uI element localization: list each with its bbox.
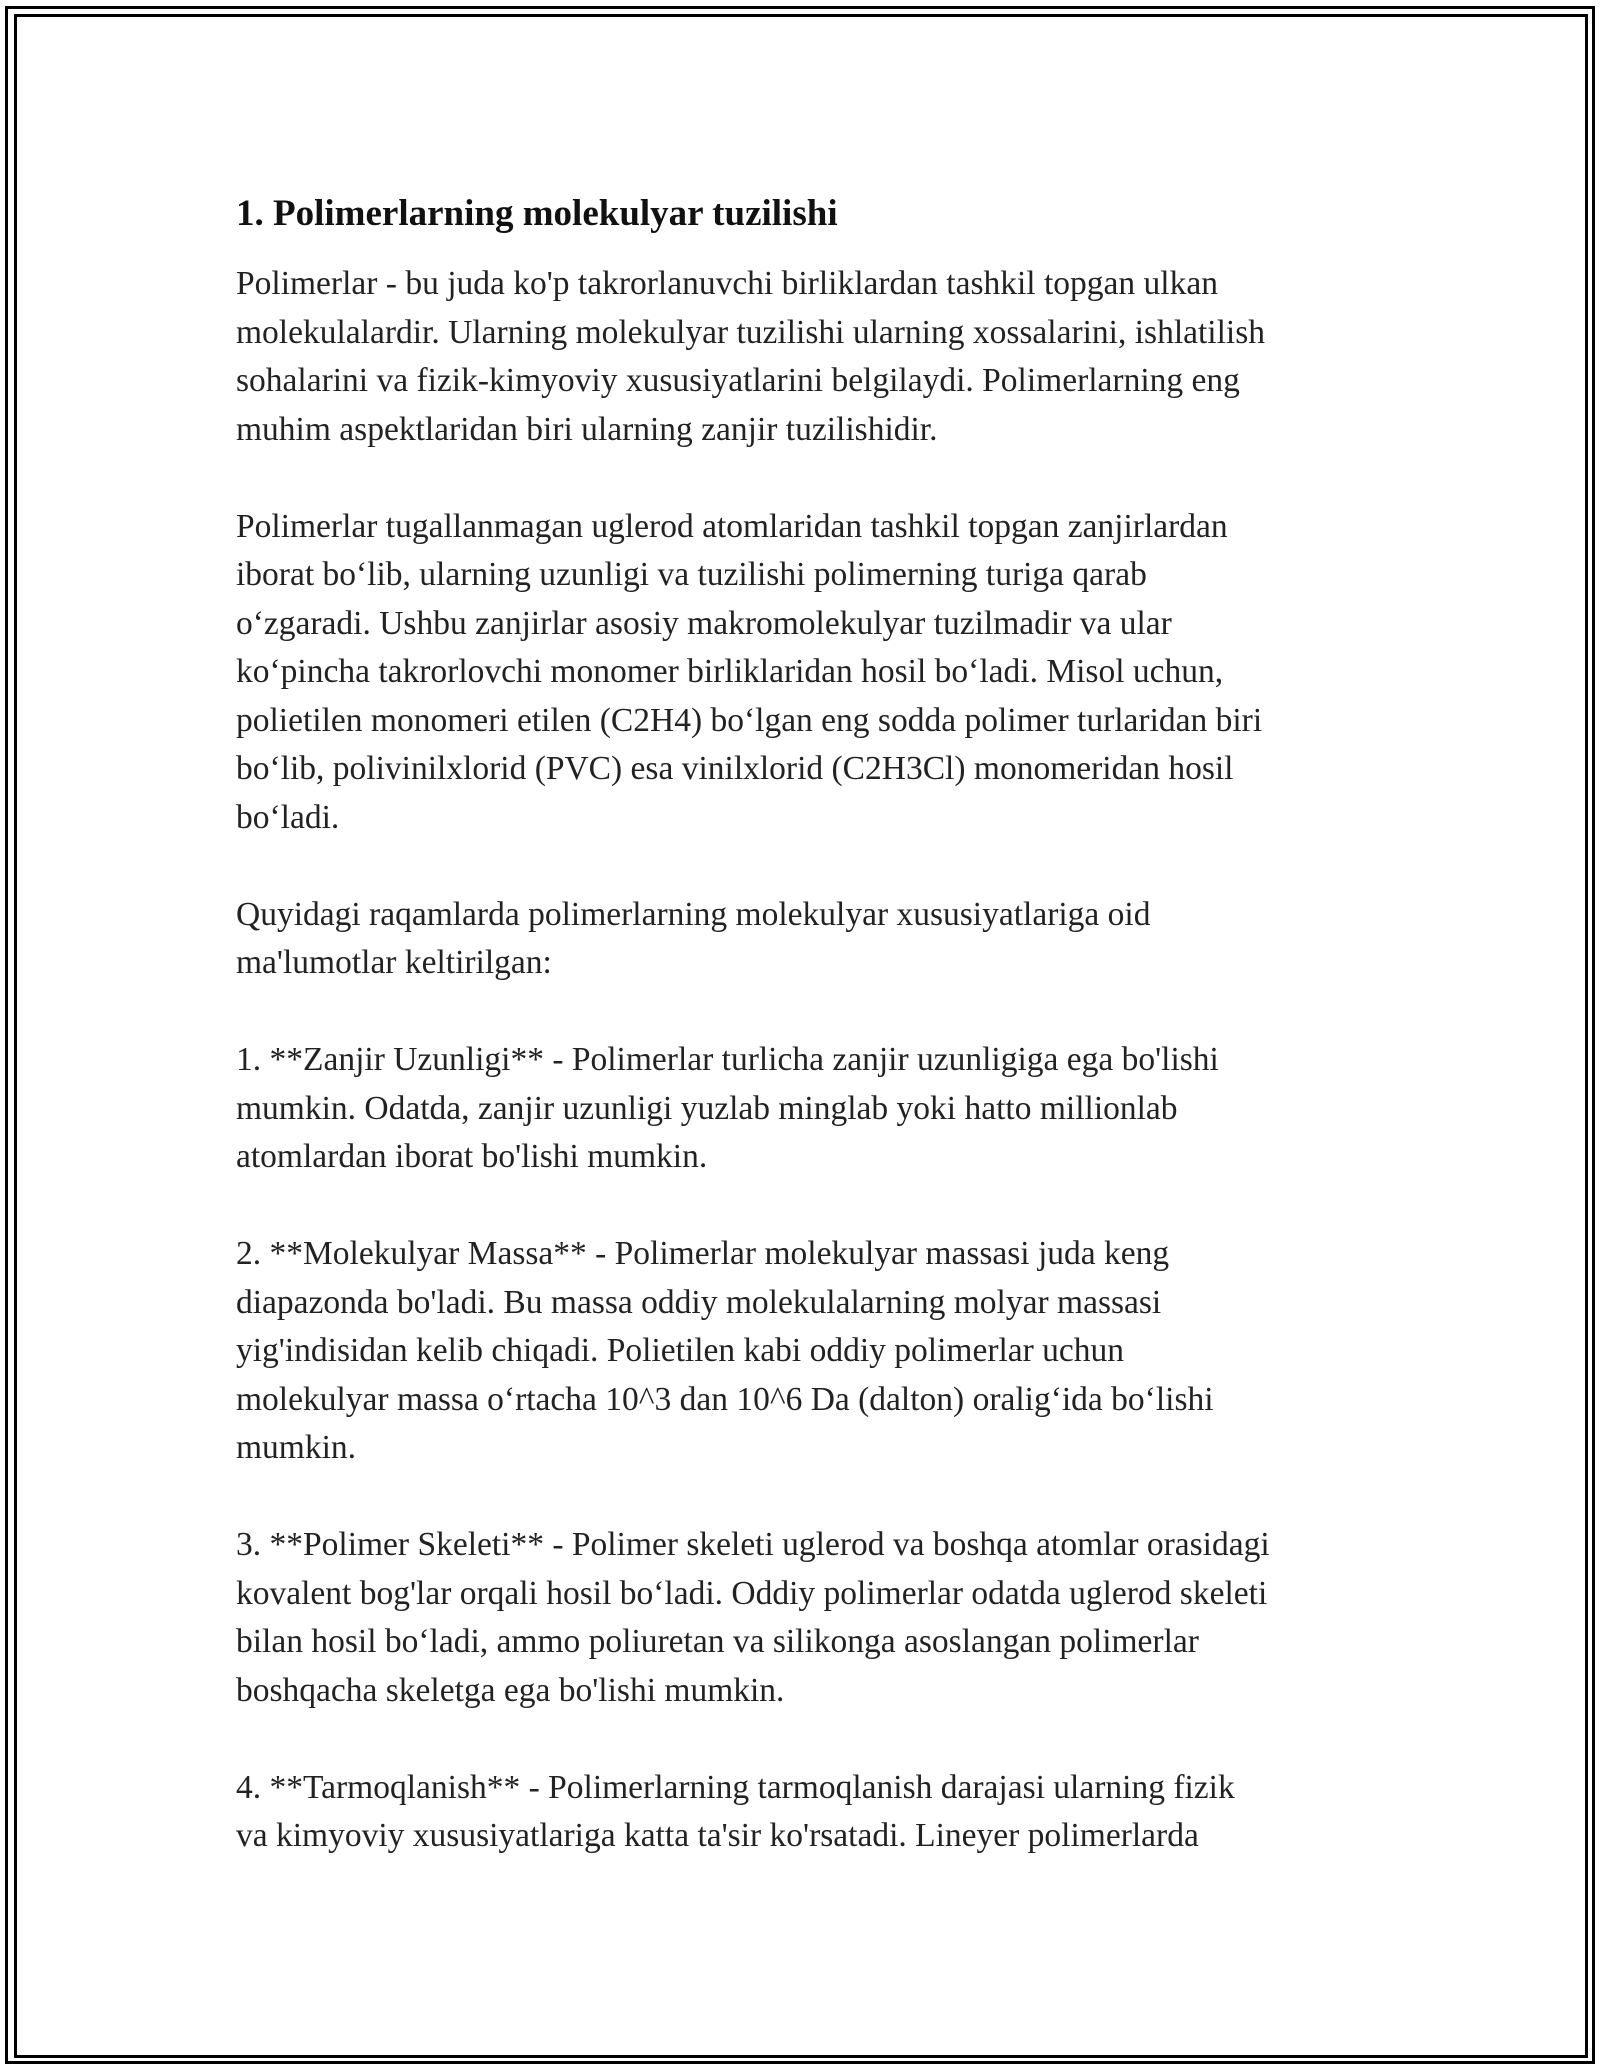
document-body [236, 188, 1376, 1861]
list-item-chain-length: 1. **Zanjir Uzunligi** - Polimerlar turlicha zanjir uzunligiga ega bo'lishi mumkin. Odatda, zanjir uzunligi yuzlab minglab yoki hatto millionlab atomlardan iborat bo'lishi mumkin. [236, 1041, 1219, 1175]
section-heading: 1. Polimerlarning molekulyar tuzilishi [236, 193, 838, 234]
list-item-molecular-mass: 2. **Molekulyar Massa** - Polimerlar molekulyar massasi juda keng diapazonda bo'ladi. Bu massa oddiy molekulalarning molyar massasi yig'indisidan kelib chiqadi. Polietilen kabi oddiy polimerlar uchun molekulyar massa o‘rtacha 10^3 dan 10^6 Da (dalton) oralig‘ida bo‘lishi mumkin. [236, 1235, 1214, 1466]
paragraph-chains: Polimerlar tugallanmagan uglerod atomlaridan tashkil topgan zanjirlardan iborat bo‘lib, ularning uzunligi va tuzilishi polimerning turiga qarab o‘zgaradi. Ushbu zanjirlar asosiy makromolekulyar tuzilmadir va ular ko‘pincha takrorlovchi monomer birliklaridan hosil bo‘ladi. Misol uchun, polietilen monomeri etilen (C2H4) bo‘lgan eng sodda polimer turlaridan biri bo‘lib, polivinilxlorid (PVC) esa vinilxlorid (C2H3Cl) monomeridan hosil bo‘ladi. [236, 507, 1263, 836]
list-item-polymer-skeleton: 3. **Polimer Skeleti** - Polimer skeleti uglerod va boshqa atomlar orasidagi kovalent bog'lar orqali hosil bo‘ladi. Oddiy polimerlar odatda uglerod skeleti bilan hosil bo‘ladi, ammo poliuretan va silikonga asoslangan polimerlar boshqacha skeletga ega bo'lishi mumkin. [236, 1526, 1270, 1709]
paragraph-intro: Polimerlar - bu juda ko'p takrorlanuvchi birliklardan tashkil topgan ulkan molekulalardir. Ularning molekulyar tuzilishi ularning xossalarini, ishlatilish sohalarini va fizik-kimyoviy xususiyatlarini belgilaydi. Polimerlarning eng muhim aspektlaridan biri ularning zanjir tuzilishidir. [236, 265, 1266, 448]
list-item-branching: 4. **Tarmoqlanish** - Polimerlarning tarmoqlanish darajasi ularning fizik va kimyoviy xususiyatlariga katta ta'sir ko'rsatadi. Lineyer polimerlarda [236, 1768, 1235, 1854]
paragraph-list-intro: Quyidagi raqamlarda polimerlarning molekulyar xususiyatlariga oid ma'lumotlar keltirilgan: [236, 895, 1151, 981]
